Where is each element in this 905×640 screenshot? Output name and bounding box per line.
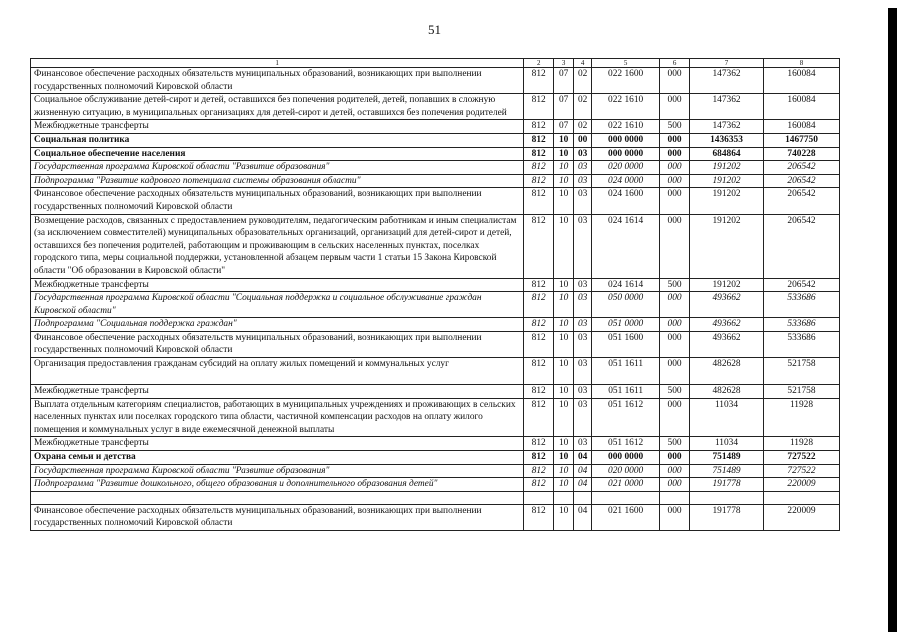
cell-subsection: 03	[574, 437, 592, 451]
row-name	[31, 491, 524, 504]
cell-amount-year2: 160084	[763, 94, 839, 120]
cell-ved: 812	[524, 318, 554, 332]
cell-amount-year2	[763, 491, 839, 504]
cell-amount-year1: 482628	[690, 358, 764, 385]
cell-amount-year2: 533686	[763, 331, 839, 357]
cell-subsection: 02	[574, 120, 592, 134]
cell-target-article: 022 1610	[592, 120, 660, 134]
table-row	[31, 437, 840, 451]
row-name: Социальное обслуживание детей-сирот и детей, оставшихся без попечения родителей, детей, попавших в сложную жизненную ситуацию, в муниципальных организациях для детей-сирот и детей, оставшихся без попечения родителей	[31, 94, 524, 120]
cell-amount-year2: 206542	[763, 161, 839, 175]
row-name: Финансовое обеспечение расходных обязательств муниципальных образований, возникающих при выполнении государственных полномочий Кировской области	[31, 504, 524, 530]
cell-amount-year1: 191778	[690, 504, 764, 530]
row-name: Подпрограмма "Развитие кадрового потенциала системы образования области"	[31, 174, 524, 188]
cell-amount-year1: 191778	[690, 478, 764, 492]
cell-section: 10	[554, 133, 574, 147]
cell-section: 10	[554, 398, 574, 437]
row-name: Межбюджетные трансферты	[31, 385, 524, 399]
cell-ved: 812	[524, 188, 554, 214]
cell-section: 10	[554, 147, 574, 161]
cell-expense-type: 000	[660, 478, 690, 492]
cell-expense-type	[660, 491, 690, 504]
cell-subsection: 04	[574, 504, 592, 530]
cell-expense-type: 000	[660, 133, 690, 147]
cell-target-article: 051 1612	[592, 437, 660, 451]
cell-amount-year2: 220009	[763, 504, 839, 530]
cell-section: 10	[554, 318, 574, 332]
cell-target-article: 051 1611	[592, 358, 660, 385]
cell-subsection: 03	[574, 147, 592, 161]
cell-amount-year1: 191202	[690, 214, 764, 278]
cell-section: 10	[554, 292, 574, 318]
cell-target-article: 020 0000	[592, 161, 660, 175]
cell-expense-type: 000	[660, 147, 690, 161]
column-header: 2	[524, 59, 554, 68]
cell-subsection	[574, 491, 592, 504]
cell-subsection: 04	[574, 478, 592, 492]
cell-amount-year2: 1467750	[763, 133, 839, 147]
table-row	[31, 292, 840, 318]
row-name: Государственная программа Кировской области "Развитие образования"	[31, 161, 524, 175]
cell-section: 07	[554, 68, 574, 94]
column-header: 8	[763, 59, 839, 68]
cell-target-article: 024 1600	[592, 188, 660, 214]
cell-expense-type: 500	[660, 120, 690, 134]
cell-section: 10	[554, 174, 574, 188]
table-row	[31, 385, 840, 399]
cell-section	[554, 491, 574, 504]
cell-amount-year2: 206542	[763, 278, 839, 292]
cell-amount-year2: 11928	[763, 398, 839, 437]
cell-amount-year1: 147362	[690, 94, 764, 120]
cell-amount-year1: 191202	[690, 278, 764, 292]
cell-ved: 812	[524, 120, 554, 134]
table-row	[31, 147, 840, 161]
cell-ved: 812	[524, 94, 554, 120]
table-row	[31, 331, 840, 357]
cell-amount-year1: 147362	[690, 68, 764, 94]
cell-amount-year1: 751489	[690, 464, 764, 478]
cell-expense-type: 000	[660, 504, 690, 530]
cell-target-article: 000 0000	[592, 451, 660, 465]
cell-expense-type: 000	[660, 68, 690, 94]
cell-ved	[524, 491, 554, 504]
cell-amount-year2: 521758	[763, 385, 839, 399]
cell-ved: 812	[524, 174, 554, 188]
cell-subsection: 04	[574, 451, 592, 465]
table-row	[31, 94, 840, 120]
cell-subsection: 03	[574, 398, 592, 437]
cell-amount-year2: 160084	[763, 68, 839, 94]
cell-expense-type: 000	[660, 398, 690, 437]
cell-amount-year1: 147362	[690, 120, 764, 134]
row-name: Подпрограмма "Социальная поддержка граждан"	[31, 318, 524, 332]
scan-edge-bar	[888, 8, 897, 632]
row-name: Выплата отдельным категориям специалистов, работающих в муниципальных учреждениях и проживающих в сельских населенных пунктах или поселках городского типа области, частичной компенсации расходов на оплату жилого помещения и коммунальных услуг в виде ежемесячной денежной выплаты	[31, 398, 524, 437]
row-name: Социальная политика	[31, 133, 524, 147]
cell-amount-year2: 740228	[763, 147, 839, 161]
cell-ved: 812	[524, 385, 554, 399]
column-header: 3	[554, 59, 574, 68]
cell-amount-year1: 191202	[690, 161, 764, 175]
cell-section: 10	[554, 385, 574, 399]
table-body	[31, 59, 840, 531]
row-name: Финансовое обеспечение расходных обязательств муниципальных образований, возникающих при выполнении государственных полномочий Кировской области	[31, 331, 524, 357]
row-name: Государственная программа Кировской области "Социальная поддержка и социальное обслуживание граждан Кировской области"	[31, 292, 524, 318]
cell-amount-year1: 751489	[690, 451, 764, 465]
cell-amount-year1: 191202	[690, 174, 764, 188]
table-row	[31, 278, 840, 292]
row-name: Финансовое обеспечение расходных обязательств муниципальных образований, возникающих при выполнении государственных полномочий Кировской области	[31, 68, 524, 94]
table-row	[31, 478, 840, 492]
cell-expense-type: 000	[660, 94, 690, 120]
table-row	[31, 491, 840, 504]
cell-expense-type: 000	[660, 358, 690, 385]
cell-target-article: 000 0000	[592, 133, 660, 147]
cell-amount-year2: 220009	[763, 478, 839, 492]
cell-subsection: 02	[574, 68, 592, 94]
cell-subsection: 03	[574, 292, 592, 318]
table-row	[31, 214, 840, 278]
cell-ved: 812	[524, 358, 554, 385]
cell-section: 07	[554, 120, 574, 134]
cell-section: 10	[554, 161, 574, 175]
cell-ved: 812	[524, 292, 554, 318]
row-name: Межбюджетные трансферты	[31, 120, 524, 134]
cell-target-article: 022 1610	[592, 94, 660, 120]
cell-subsection: 03	[574, 161, 592, 175]
cell-expense-type: 500	[660, 437, 690, 451]
cell-amount-year2: 521758	[763, 358, 839, 385]
cell-amount-year2: 11928	[763, 437, 839, 451]
table-row	[31, 504, 840, 530]
cell-target-article: 021 0000	[592, 478, 660, 492]
cell-target-article: 050 0000	[592, 292, 660, 318]
cell-subsection: 04	[574, 464, 592, 478]
table-row	[31, 358, 840, 385]
cell-subsection: 03	[574, 174, 592, 188]
cell-amount-year1: 493662	[690, 318, 764, 332]
row-name: Подпрограмма "Развитие дошкольного, общего образования и дополнительного образования детей"	[31, 478, 524, 492]
cell-section: 10	[554, 188, 574, 214]
budget-table	[30, 58, 840, 531]
cell-section: 10	[554, 504, 574, 530]
cell-subsection: 03	[574, 278, 592, 292]
row-name: Возмещение расходов, связанных с предоставлением руководителям, педагогическим работникам и иным специалистам (за исключением совместителей) муниципальных образовательных организаций, организаций для детей-сирот и детей, оставшихся без попечения родителей, работающим и проживающим в сельских населенных пунктах, поселках городского типа, меры социальной поддержки, установленной абзацем первым части 1 статьи 15 Закона Кировской области "Об образовании в Кировской области"	[31, 214, 524, 278]
cell-ved: 812	[524, 464, 554, 478]
cell-section: 10	[554, 331, 574, 357]
cell-expense-type: 000	[660, 188, 690, 214]
cell-section: 10	[554, 278, 574, 292]
cell-expense-type: 000	[660, 464, 690, 478]
column-header: 6	[660, 59, 690, 68]
cell-amount-year2: 533686	[763, 318, 839, 332]
table-row	[31, 398, 840, 437]
cell-subsection: 03	[574, 358, 592, 385]
row-name: Охрана семьи и детства	[31, 451, 524, 465]
header-row	[31, 59, 840, 68]
cell-target-article: 024 1614	[592, 214, 660, 278]
cell-amount-year2: 727522	[763, 451, 839, 465]
cell-expense-type: 500	[660, 385, 690, 399]
row-name: Межбюджетные трансферты	[31, 278, 524, 292]
cell-expense-type: 000	[660, 451, 690, 465]
cell-section: 10	[554, 358, 574, 385]
cell-ved: 812	[524, 147, 554, 161]
column-header: 7	[690, 59, 764, 68]
cell-amount-year1	[690, 491, 764, 504]
cell-ved: 812	[524, 68, 554, 94]
cell-target-article	[592, 491, 660, 504]
cell-amount-year2: 206542	[763, 214, 839, 278]
column-header: 4	[574, 59, 592, 68]
cell-ved: 812	[524, 161, 554, 175]
cell-target-article: 020 0000	[592, 464, 660, 478]
column-header: 5	[592, 59, 660, 68]
table-row	[31, 68, 840, 94]
cell-amount-year2: 206542	[763, 174, 839, 188]
table-row	[31, 133, 840, 147]
cell-target-article: 021 1600	[592, 504, 660, 530]
table-row	[31, 161, 840, 175]
cell-target-article: 051 1600	[592, 331, 660, 357]
cell-expense-type: 000	[660, 214, 690, 278]
cell-target-article: 022 1600	[592, 68, 660, 94]
cell-target-article: 051 1612	[592, 398, 660, 437]
cell-amount-year1: 11034	[690, 437, 764, 451]
cell-ved: 812	[524, 451, 554, 465]
cell-target-article: 024 1614	[592, 278, 660, 292]
cell-expense-type: 000	[660, 331, 690, 357]
cell-expense-type: 000	[660, 174, 690, 188]
cell-amount-year1: 191202	[690, 188, 764, 214]
table-row	[31, 464, 840, 478]
cell-target-article: 051 1611	[592, 385, 660, 399]
cell-ved: 812	[524, 278, 554, 292]
cell-amount-year2: 206542	[763, 188, 839, 214]
row-name: Организация предоставления гражданам субсидий на оплату жилых помещений и коммунальных услуг	[31, 358, 524, 385]
page-number: 51	[428, 22, 441, 37]
cell-amount-year2: 727522	[763, 464, 839, 478]
cell-section: 10	[554, 478, 574, 492]
cell-amount-year2: 160084	[763, 120, 839, 134]
cell-amount-year1: 493662	[690, 331, 764, 357]
row-name: Государственная программа Кировской области "Развитие образования"	[31, 464, 524, 478]
cell-amount-year2: 533686	[763, 292, 839, 318]
cell-target-article: 051 0000	[592, 318, 660, 332]
cell-section: 10	[554, 451, 574, 465]
cell-expense-type: 000	[660, 318, 690, 332]
cell-section: 10	[554, 214, 574, 278]
table-row	[31, 188, 840, 214]
table-row	[31, 318, 840, 332]
cell-ved: 812	[524, 478, 554, 492]
cell-ved: 812	[524, 504, 554, 530]
cell-ved: 812	[524, 437, 554, 451]
cell-subsection: 03	[574, 318, 592, 332]
cell-subsection: 03	[574, 331, 592, 357]
cell-ved: 812	[524, 398, 554, 437]
cell-subsection: 02	[574, 94, 592, 120]
cell-target-article: 024 0000	[592, 174, 660, 188]
cell-subsection: 03	[574, 188, 592, 214]
cell-subsection: 03	[574, 214, 592, 278]
cell-section: 10	[554, 437, 574, 451]
cell-expense-type: 500	[660, 278, 690, 292]
cell-amount-year1: 684864	[690, 147, 764, 161]
cell-subsection: 03	[574, 385, 592, 399]
cell-amount-year1: 482628	[690, 385, 764, 399]
cell-amount-year1: 11034	[690, 398, 764, 437]
cell-amount-year1: 1436353	[690, 133, 764, 147]
cell-section: 07	[554, 94, 574, 120]
cell-section: 10	[554, 464, 574, 478]
cell-subsection: 00	[574, 133, 592, 147]
cell-expense-type: 000	[660, 161, 690, 175]
row-name: Финансовое обеспечение расходных обязательств муниципальных образований, возникающих при выполнении государственных полномочий Кировской области	[31, 188, 524, 214]
table-row	[31, 451, 840, 465]
row-name: Социальное обеспечение населения	[31, 147, 524, 161]
cell-ved: 812	[524, 331, 554, 357]
cell-ved: 812	[524, 133, 554, 147]
cell-target-article: 000 0000	[592, 147, 660, 161]
table-row	[31, 174, 840, 188]
table-row	[31, 120, 840, 134]
column-header: 1	[31, 59, 524, 68]
cell-expense-type: 000	[660, 292, 690, 318]
cell-ved: 812	[524, 214, 554, 278]
row-name: Межбюджетные трансферты	[31, 437, 524, 451]
cell-amount-year1: 493662	[690, 292, 764, 318]
